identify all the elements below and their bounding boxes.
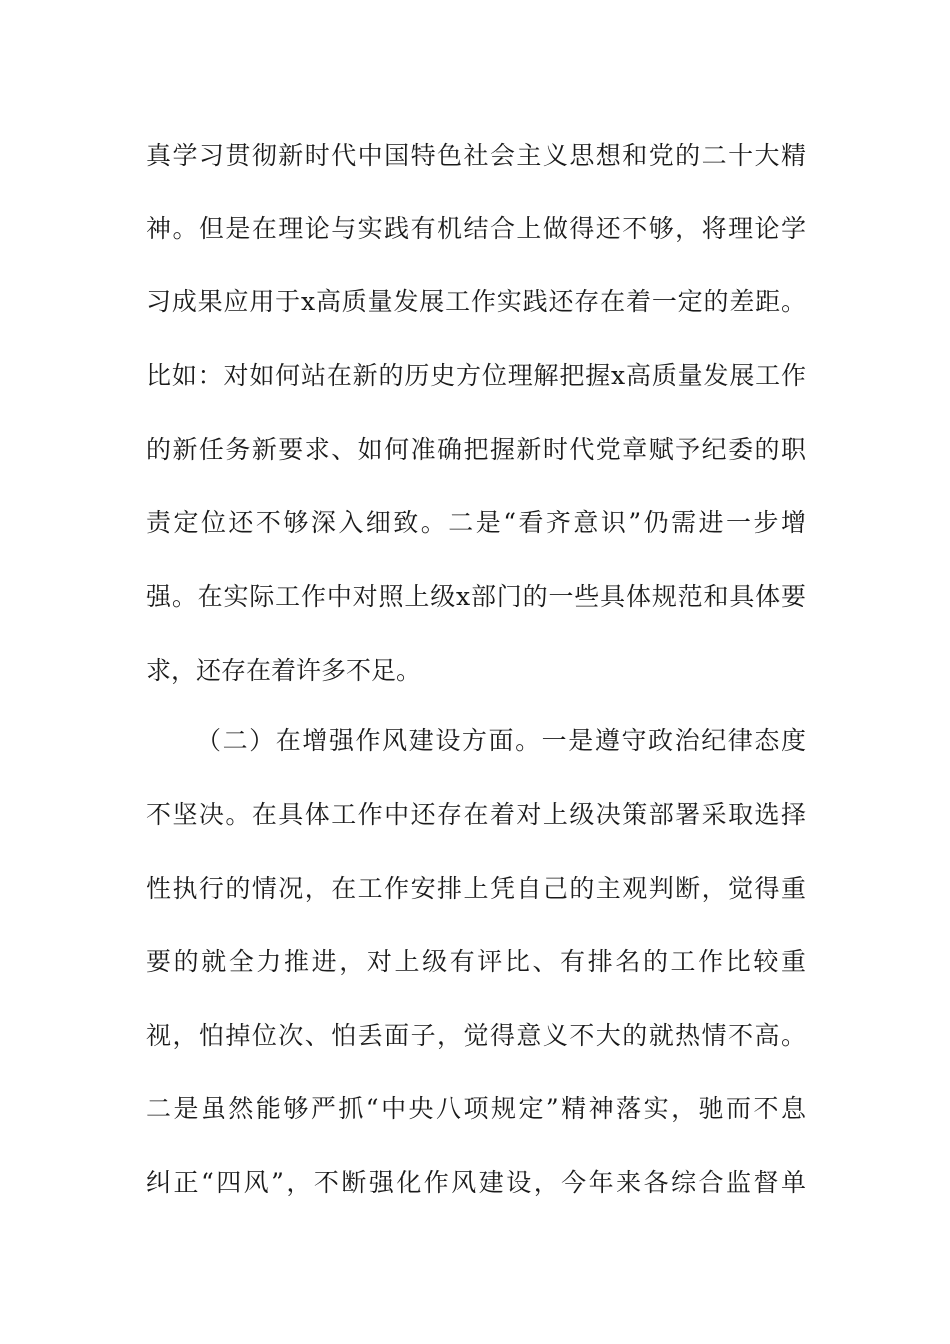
- text-line-15: 纠正“四风”，不断强化作风建设，今年来各综合监督单: [146, 1168, 806, 1197]
- text-line-12: 要的就全力推进，对上级有评比、有排名的工作比较重: [146, 947, 806, 976]
- text-line-8: 求，还存在着许多不足。: [146, 656, 422, 685]
- text-line-5: 的新任务新要求、如何准确把握新时代党章赋予纪委的职: [146, 435, 806, 464]
- text-line-6: 责定位还不够深入细致。二是“看齐意识”仍需进一步增: [146, 508, 806, 537]
- text-line-3: 习成果应用于x高质量发展工作实践还存在着一定的差距。: [146, 287, 806, 316]
- text-line-7: 强。在实际工作中对照上级x部门的一些具体规范和具体要: [146, 582, 806, 611]
- text-line-1: 真学习贯彻新时代中国特色社会主义思想和党的二十大精: [146, 141, 806, 170]
- text-line-4: 比如：对如何站在新的历史方位理解把握x高质量发展工作: [146, 361, 806, 390]
- text-line-10: 不坚决。在具体工作中还存在着对上级决策部署采取选择: [146, 800, 806, 829]
- text-line-13: 视，怕掉位次、怕丢面子，觉得意义不大的就热情不高。: [146, 1021, 806, 1050]
- text-line-2: 神。但是在理论与实践有机结合上做得还不够，将理论学: [146, 214, 806, 243]
- text-line-14: 二是虽然能够严抓“中央八项规定”精神落实，驰而不息: [146, 1094, 806, 1123]
- paragraph-2-first-line: （二）在增强作风建设方面。一是遵守政治纪律态度: [196, 726, 806, 755]
- text-line-11: 性执行的情况，在工作安排上凭自己的主观判断，觉得重: [146, 874, 806, 903]
